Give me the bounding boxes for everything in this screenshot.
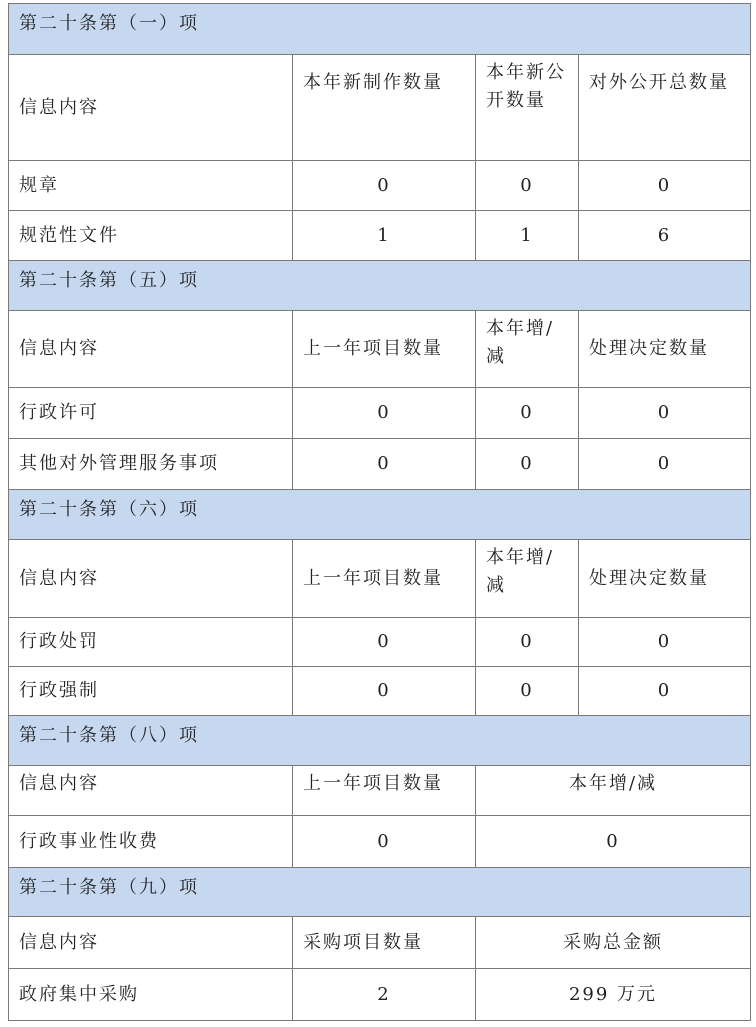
header-last-year-count: 上一年项目数量 xyxy=(293,766,476,815)
row-value: 0 xyxy=(579,618,751,666)
header-info-content: 信息内容 xyxy=(9,766,293,815)
row-value: 0 xyxy=(476,816,751,867)
header-row xyxy=(9,540,751,618)
row-value: 0 xyxy=(579,667,751,715)
row-value: 0 xyxy=(293,618,476,666)
header-row xyxy=(9,311,751,388)
header-row xyxy=(9,55,751,161)
table-row xyxy=(9,618,751,667)
table-row xyxy=(9,969,751,1021)
table-row xyxy=(9,667,751,716)
row-value: 0 xyxy=(579,161,751,210)
section-title: 第二十条第（六）项 xyxy=(9,490,751,539)
row-value: 2 xyxy=(293,969,476,1020)
row-value: 0 xyxy=(476,161,579,210)
row-value: 0 xyxy=(476,388,579,438)
header-last-year-count: 上一年项目数量 xyxy=(293,311,476,387)
row-value: 0 xyxy=(293,439,476,489)
row-label: 规范性文件 xyxy=(9,211,293,260)
disclosure-table xyxy=(8,3,751,1021)
header-change: 本年增/减 xyxy=(476,311,579,387)
row-value: 0 xyxy=(476,667,579,715)
header-info-content: 信息内容 xyxy=(9,55,293,160)
row-value: 0 xyxy=(579,439,751,489)
row-value: 0 xyxy=(293,161,476,210)
header-info-content: 信息内容 xyxy=(9,540,293,617)
header-total-published-count: 对外公开总数量 xyxy=(579,55,751,160)
section-title-row xyxy=(9,716,751,766)
table-row xyxy=(9,211,751,261)
header-decision-count: 处理决定数量 xyxy=(579,540,751,617)
row-value: 0 xyxy=(293,816,476,867)
table-row xyxy=(9,816,751,868)
section-title-row xyxy=(9,490,751,540)
section-title-row xyxy=(9,868,751,917)
section-title: 第二十条第（九）项 xyxy=(9,868,751,916)
header-row xyxy=(9,917,751,969)
row-label: 其他对外管理服务事项 xyxy=(9,439,293,489)
row-label: 行政许可 xyxy=(9,388,293,438)
row-label: 行政事业性收费 xyxy=(9,816,293,867)
header-info-content: 信息内容 xyxy=(9,917,293,968)
row-value: 6 xyxy=(579,211,751,260)
header-last-year-count: 上一年项目数量 xyxy=(293,540,476,617)
header-purchase-amount: 采购总金额 xyxy=(476,917,751,968)
section-title: 第二十条第（一）项 xyxy=(9,4,751,54)
table-row xyxy=(9,388,751,439)
row-value: 1 xyxy=(293,211,476,260)
header-decision-count: 处理决定数量 xyxy=(579,311,751,387)
row-label: 规章 xyxy=(9,161,293,210)
row-value: 0 xyxy=(579,388,751,438)
header-row xyxy=(9,766,751,816)
row-value: 0 xyxy=(476,618,579,666)
row-value: 299 万元 xyxy=(476,969,751,1020)
header-purchase-count: 采购项目数量 xyxy=(293,917,476,968)
section-title: 第二十条第（八）项 xyxy=(9,716,751,765)
section-title-row xyxy=(9,261,751,311)
row-label: 政府集中采购 xyxy=(9,969,293,1020)
header-new-made-count: 本年新制作数量 xyxy=(293,55,476,160)
header-info-content: 信息内容 xyxy=(9,311,293,387)
header-new-published-count: 本年新公开数量 xyxy=(476,55,579,160)
header-change: 本年增/减 xyxy=(476,540,579,617)
row-label: 行政强制 xyxy=(9,667,293,715)
table-row xyxy=(9,439,751,490)
section-title-row xyxy=(9,4,751,55)
row-value: 0 xyxy=(293,388,476,438)
row-value: 1 xyxy=(476,211,579,260)
row-value: 0 xyxy=(293,667,476,715)
header-change: 本年增/减 xyxy=(476,766,751,815)
row-label: 行政处罚 xyxy=(9,618,293,666)
row-value: 0 xyxy=(476,439,579,489)
table-row xyxy=(9,161,751,211)
section-title: 第二十条第（五）项 xyxy=(9,261,751,310)
